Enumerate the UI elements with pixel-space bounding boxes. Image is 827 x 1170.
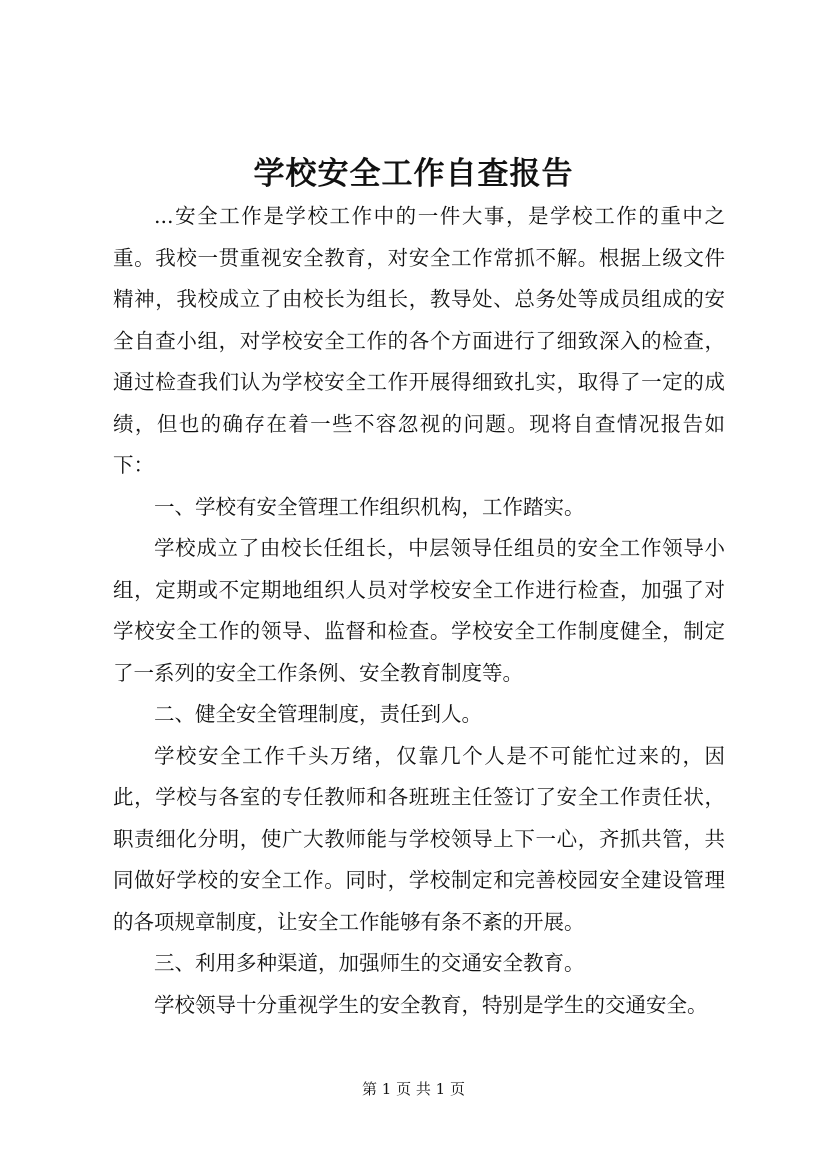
section-paragraph-1: 学校成立了由校长任组长，中层领导任组员的安全工作领导小组，定期或不定期地组织人员对学校安全工作进行检查，加强了对学校安全工作的领导、监督和检查。学校安全工作制度健全，制定了一系列的安全工作条例、安全教育制度等。 bbox=[113, 536, 725, 685]
document-body bbox=[113, 196, 725, 1026]
page-number-footer: 第 1 页 共 1 页 bbox=[362, 1080, 465, 1098]
document-title: 学校安全工作自查报告 bbox=[253, 156, 574, 192]
section-heading-1: 一、学校有安全管理工作组织机构，工作踏实。 bbox=[154, 494, 585, 519]
section-heading-2: 二、健全安全管理制度，责任到人。 bbox=[154, 702, 482, 726]
section-paragraph-3: 学校领导十分重视学生的安全教育，特别是学生的交通安全。 bbox=[154, 992, 708, 1017]
section-heading-3: 三、利用多种渠道，加强师生的交通安全教育。 bbox=[154, 951, 585, 975]
section-paragraph-2: 学校安全工作千头万绪，仅靠几个人是不可能忙过来的，因此，学校与各室的专任教师和各班班主任签订了安全工作责任状，职责细化分明，使广大教师能与学校领导上下一心，齐抓共管，共同做好学校的安全工作。同时，学校制定和完善校园安全建设管理的各项规章制度，让安全工作能够有条不紊的开展。 bbox=[113, 743, 725, 934]
intro-paragraph: ...安全工作是学校工作中的一件大事，是学校工作的重中之重。我校一贯重视安全教育，对安全工作常抓不解。根据上级文件精神，我校成立了由校长为组长，教导处、总务处等成员组成的安全自查小组，对学校安全工作的各个方面进行了细致深入的检查，通过检查我们认为学校安全工作开展得细致扎实，取得了一定的成绩，但也的确存在着一些不容忽视的问题。现将自查情况报告如下： bbox=[113, 204, 725, 477]
